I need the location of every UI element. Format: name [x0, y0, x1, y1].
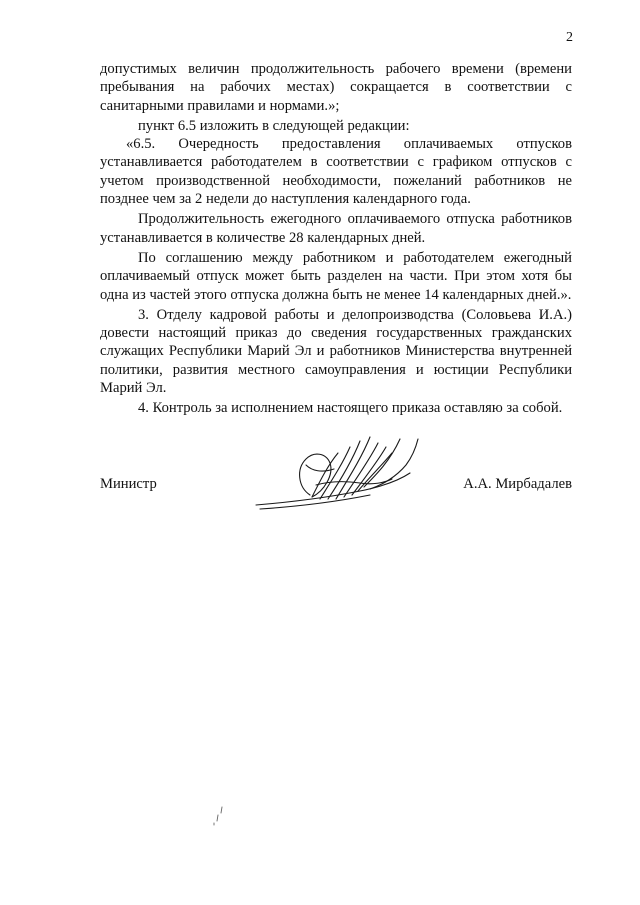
page-number: 2 [566, 30, 573, 45]
paragraph-clause-6-5: «6.5. Очередность предоставления оплачиваемых отпусков устанавливается работодателем в соответствии с графиком отпусков с учетом производственной необходимости, пожеланий работников не позднее чем за 2 недели до наступления календарного года. [100, 136, 572, 208]
paragraph-item-4: 4. Контроль за исполнением настоящего приказа оставляю за собой. [138, 400, 563, 417]
document-body [100, 60, 572, 418]
paragraph-leave-division: По соглашению между работником и работодателем ежегодный оплачиваемый отпуск может быть разделен на части. При этом хотя бы одна из частей этого отпуска должна быть не менее 14 календарных дней.». [100, 249, 572, 303]
paragraph-amendment-intro: пункт 6.5 изложить в следующей редакции: [138, 117, 410, 134]
signatory-position: Министр [100, 476, 157, 492]
scan-mark-icon [212, 805, 226, 827]
paragraph-leave-duration: Продолжительность ежегодного оплачиваемого отпуска работников устанавливается в количестве 28 календарных дней. [100, 211, 572, 246]
handwritten-signature-icon [250, 425, 420, 530]
signatory-name: А.А. Мирбадалев [463, 476, 572, 492]
paragraph-item-3: 3. Отделу кадровой работы и делопроизводства (Соловьева И.А.) довести настоящий приказ до сведения государственных гражданских служащих Республики Марий Эл и работников Министерства внутренней политики, развития местного самоуправления и юстиции Республики Марий Эл. [100, 306, 572, 397]
paragraph-continuation: допустимых величин продолжительность рабочего времени (времени пребывания на рабочих местах) сокращается в соответствии с санитарными правилами и нормами.»; [100, 61, 572, 114]
